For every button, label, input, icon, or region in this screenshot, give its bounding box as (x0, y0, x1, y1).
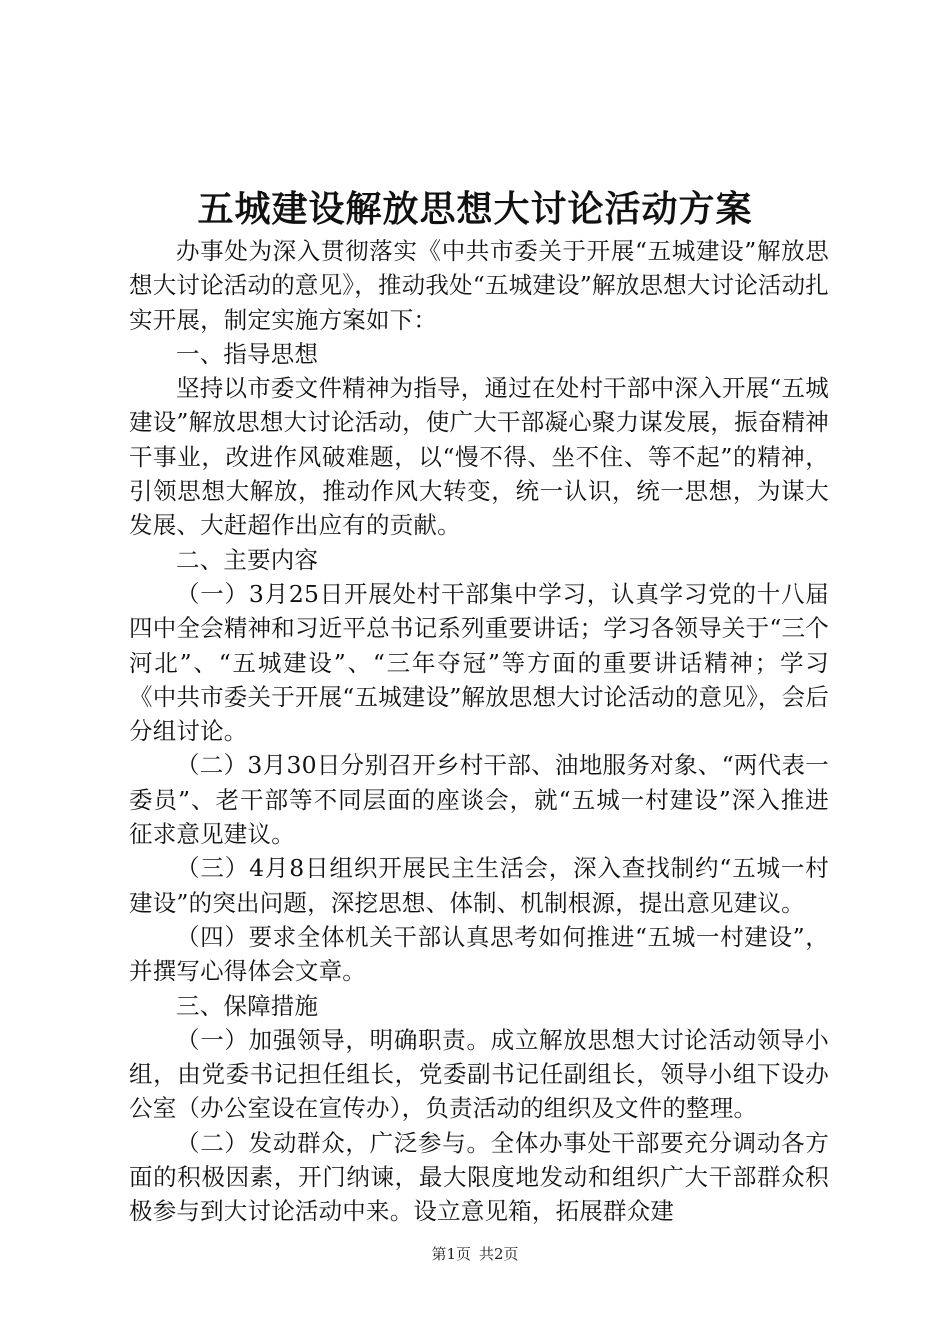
section-heading-safeguards: 三、保障措施 (176, 991, 319, 1020)
paragraph-guiding-ideology: 坚持以市委文件精神为指导，通过在处村干部中深入开展“五城建设”解放思想大讨论活动，使广大干部凝心聚力谋发展，振奋精神干事业，改进作风破难题，以“慢不得、坐不住、等不起”的精神，引领思想大解放，推动作风大转变，统一认识，统一思想，为谋大发展、大赶超作出应有的贡献。 (129, 374, 829, 540)
page-total: 共2页 (479, 1245, 519, 1263)
section-heading-main-content: 二、主要内容 (176, 545, 319, 574)
document-body (129, 234, 829, 1229)
document-title: 五城建设解放思想大讨论活动方案 (197, 188, 753, 230)
section-heading-guiding-ideology: 一、指导思想 (176, 339, 319, 368)
paragraph-content-item-2: （二）3月30日分别召开乡村干部、油地服务对象、“两代表一委员”、老干部等不同层面的座谈会，就“五城一村建设”深入推进征求意见建议。 (129, 751, 829, 849)
paragraph-intro: 办事处为深入贯彻落实《中共市委关于开展“五城建设”解放思想大讨论活动的意见》，推动我处“五城建设”解放思想大讨论活动扎实开展，制定实施方案如下： (129, 237, 829, 334)
paragraph-content-item-3: （三）4月8日组织开展民主生活会，深入查找制约“五城一村建设”的突出问题，深挖思想、体制、机制根源，提出意见建议。 (129, 854, 829, 917)
page-footer (0, 1243, 950, 1265)
paragraph-content-item-1: （一）3月25日开展处村干部集中学习，认真学习党的十八届四中全会精神和习近平总书记系列重要讲话；学习各领导关于“三个河北”、“五城建设”、“三年夺冠”等方面的重要讲话精神；学习《中共市委关于开展“五城建设”解放思想大讨论活动的意见》，会后分组讨论。 (129, 579, 829, 746)
paragraph-content-item-4: （四）要求全体机关干部认真思考如何推进“五城一村建设”，并撰写心得体会文章。 (129, 922, 829, 986)
paragraph-safeguard-item-2: （二）发动群众，广泛参与。全体办事处干部要充分调动各方面的积极因素，开门纳谏，最大限度地发动和组织广大干部群众积极参与到大讨论活动中来。设立意见箱，拓展群众建 (129, 1128, 829, 1226)
paragraph-safeguard-item-1: （一）加强领导，明确职责。成立解放思想大讨论活动领导小组，由党委书记担任组长，党委副书记任副组长，领导小组下设办公室（办公室设在宣传办），负责活动的组织及文件的整理。 (129, 1025, 829, 1123)
page-number: 第1页 (431, 1245, 471, 1263)
